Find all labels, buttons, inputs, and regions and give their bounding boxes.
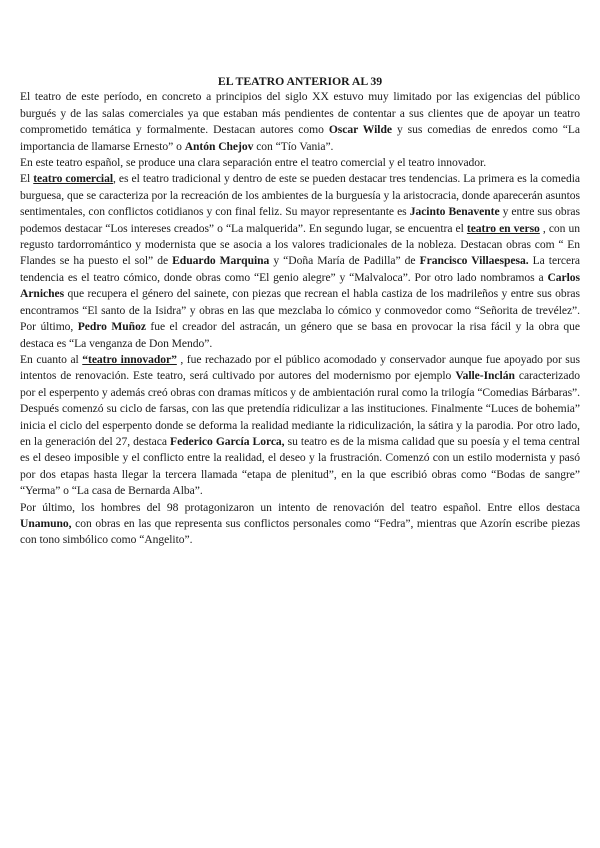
underlined-term: teatro en verso <box>466 221 540 235</box>
text-run: , con un regusto tardorromántico y modernista que se asocia a los valores tradicionales de la nobleza. Destacan obras com “ En Flandes se ha puesto el sol” de <box>20 221 580 268</box>
document-page <box>20 73 580 549</box>
author-name: Carlos Arniches <box>20 270 580 301</box>
text-run: fue el creador del astracán, un género que se basa en provocar la risa fácil y la obra que destaca es “La venganza de Don Mendo”. <box>20 320 580 350</box>
paragraph-teatro-innovador <box>20 352 580 500</box>
text-run: , es el teatro tradicional y dentro de este se pueden destacar tres tendencias. La primera es la comedia burguesa, que se caracteriza por la recreación de los ambientes de la burguesía y la aristocracia, donde aparecerán asuntos sentimentales, con conflictos cotidianos y con final feliz. Su mayor representante es <box>20 172 580 219</box>
text-run: caracterizado por el esperpento y además creó obras con dramas míticos y de ambientación rural como la trilogía “Comedias Bárbaras”. Después comenzó su ciclo de farsas, con las que pretendía ridiculizar a las instituciones. Finalmente “Luces de bohemia” inicia el ciclo del esperpento donde se deforma la realidad mediante la ridiculización, la sátira y la parodia. Por otro lado, en la generación del 27, destaca <box>20 369 580 448</box>
author-name: Oscar Wilde <box>328 123 392 137</box>
text-run: La tercera tendencia es el teatro cómico, donde obras como “El genio alegre” y “Malvaloca”. Por otro lado nombramos a <box>20 254 580 284</box>
text-run: Por último, los hombres del 98 protagonizaron un intento de renovación del teatro español. Entre ellos destaca <box>20 500 580 514</box>
text-run: y “Doña María de Padilla” de <box>269 254 420 268</box>
text-run: En cuanto al <box>20 352 83 366</box>
underlined-term: “teatro innovador” <box>82 352 177 366</box>
author-name: Antón Chejov <box>184 139 254 153</box>
underlined-term: teatro comercial <box>33 172 114 186</box>
paragraph-generacion-98 <box>20 500 580 549</box>
text-run: y sus comedias de enredos como “La importancia de llamarse Ernesto” o <box>20 123 580 153</box>
author-name: Eduardo Marquina <box>172 254 270 268</box>
paragraph-separation: En este teatro español, se produce una clara separación entre el teatro comercial y el teatro innovador. <box>20 156 487 170</box>
author-name: Jacinto Benavente <box>409 205 500 219</box>
text-run: que recupera el género del sainete, con piezas que recrean el habla castiza de los madrileños y entre sus obras encontramos “El santo de la Isidra” y obras en las que mezclaba lo cómico y conmovedor como “Señorita de trevélez”. Por último, <box>20 287 580 334</box>
author-name: Valle-Inclán <box>455 369 515 383</box>
author-name: Unamuno, <box>20 516 72 530</box>
paragraph-teatro-comercial <box>20 171 580 351</box>
text-run: , fue rechazado por el público acomodado y conservador aunque fue apoyado por sus intentos de renovación. Este teatro, será cultivado por autores del modernismo por ejemplo <box>20 352 580 383</box>
text-run: con “Tío Vania”. <box>253 139 334 153</box>
author-name: Francisco Villaespesa. <box>419 254 529 268</box>
text-run: su teatro es de la misma calidad que su poesía y el tema central es el deseo imposible y el conflicto entre la realidad, el deseo y la frustración. Comenzó con un estilo modernista y pasó por dos etapas hasta llegar la tercera llamada “etapa de plenitud”, en la que escribió obras como “Bodas de sangre” “Yerma” o “La casa de Bernarda Alba”. <box>20 434 580 498</box>
text-run: El teatro de este período, en concreto a principios del siglo XX estuvo muy limitado por las exigencias del público burgués y de las salas comerciales ya que estaban más pendientes de contentar a sus clientes que de apoyar un teatro comprometido temática y formalmente. Destacan autores como <box>20 90 580 137</box>
text-run: con obras en las que representa sus conflictos personales como “Fedra”, mientras que Azorín escribe piezas con tono simbólico como “Angelito”. <box>20 516 580 547</box>
document-title: EL TEATRO ANTERIOR AL 39 <box>217 74 383 88</box>
author-name: Pedro Muñoz <box>77 320 146 334</box>
text-run: y entre sus obras podemos destacar “Los intereses creados” o “La malquerida”. En segundo lugar, se encuentra el <box>20 205 580 235</box>
author-name: Federico García Lorca, <box>170 434 285 448</box>
text-run: El <box>20 172 34 186</box>
paragraph-intro <box>20 89 580 155</box>
